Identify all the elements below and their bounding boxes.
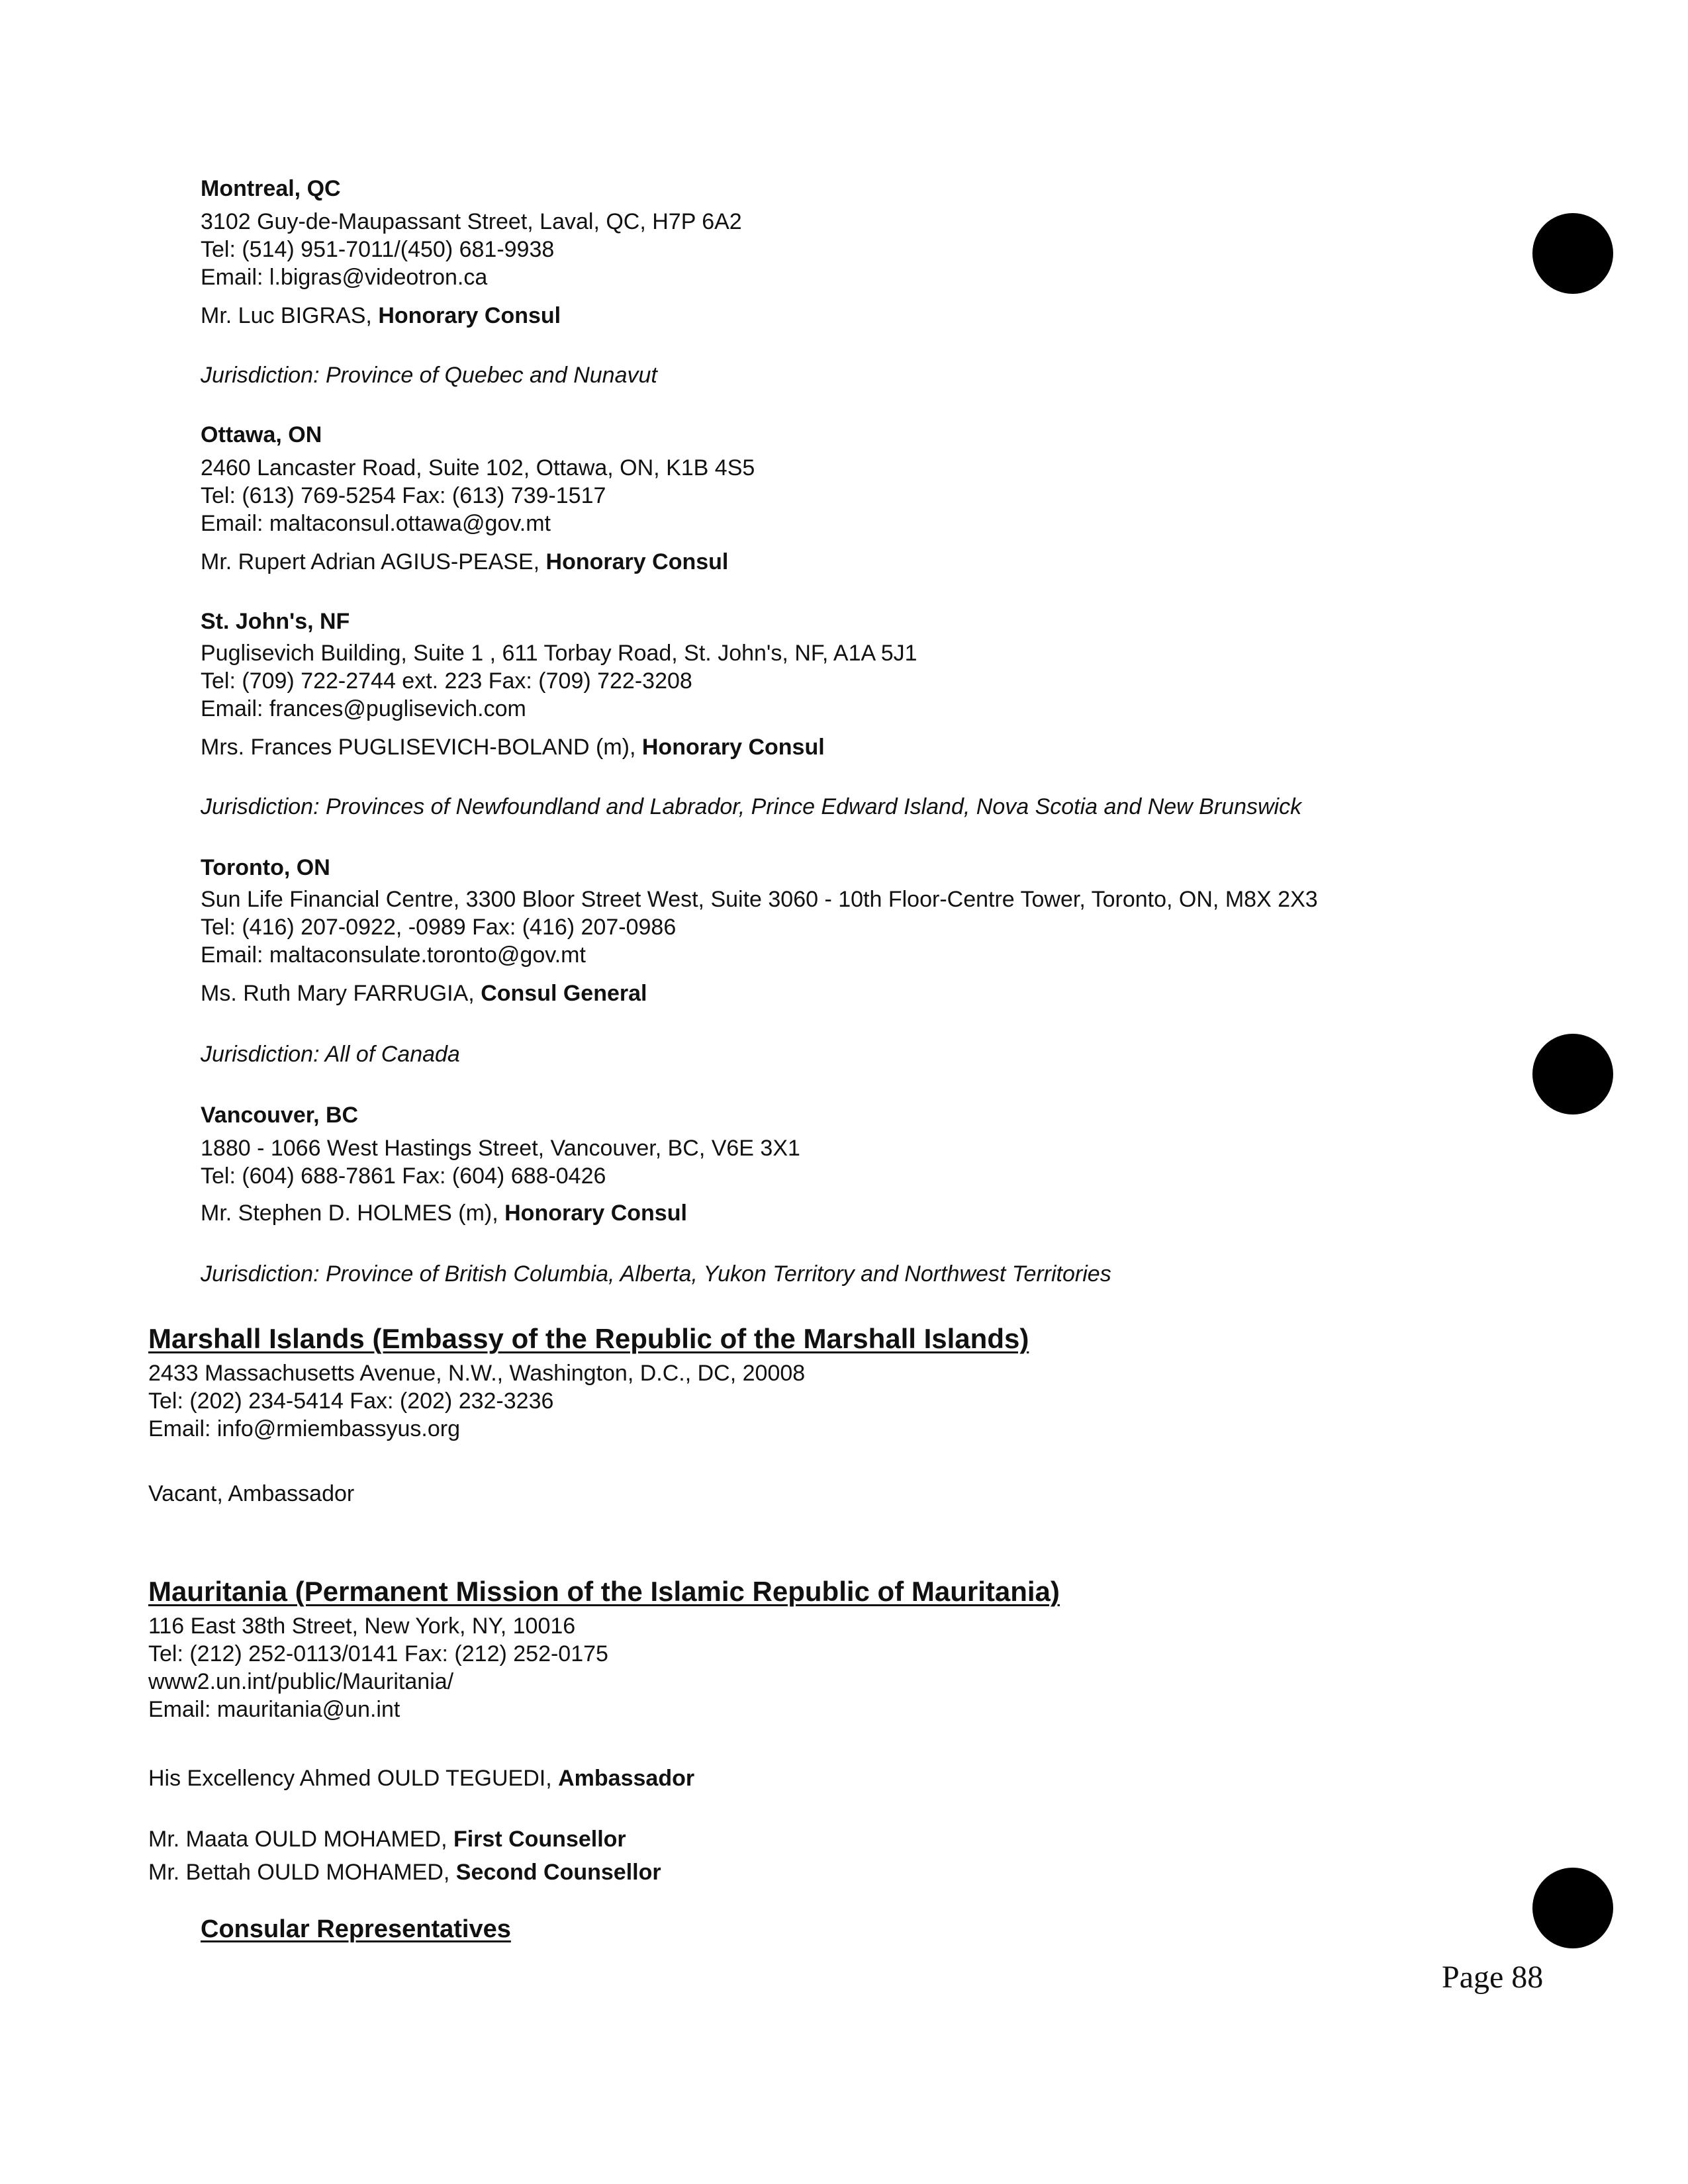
consulate-jurisdiction: Jurisdiction: Provinces of Newfoundland and Labrador, Prince Edward Island, Nova Scotia and New Brunswick (201, 794, 1302, 819)
mission-email: Email: mauritania@un.int (148, 1697, 400, 1722)
punch-hole (1532, 1034, 1613, 1115)
mission-address: 116 East 38th Street, New York, NY, 10016 (148, 1614, 576, 1639)
consulate-city: Vancouver, BC (201, 1103, 359, 1128)
consulate-person (201, 733, 825, 761)
consular-representatives-heading: Consular Representatives (201, 1915, 511, 1943)
consulate-email: Email: maltaconsul.ottawa@gov.mt (201, 511, 551, 536)
consulate-person (201, 548, 728, 576)
consulate-email: Email: maltaconsulate.toronto@gov.mt (201, 942, 586, 968)
consulate-tel: Tel: (709) 722-2744 ext. 223 Fax: (709) 722-3208 (201, 668, 692, 694)
country-heading-mauritania: Mauritania (Permanent Mission of the Islamic Republic of Mauritania) (148, 1576, 1060, 1607)
consulate-person (201, 1199, 687, 1227)
consulate-city: Toronto, ON (201, 855, 330, 880)
consulate-tel: Tel: (613) 769-5254 Fax: (613) 739-1517 (201, 483, 606, 508)
person-title: Second Counsellor (455, 1860, 661, 1885)
mission-staff-first-counsellor (148, 1825, 626, 1853)
consulate-email: Email: frances@puglisevich.com (201, 696, 526, 721)
consulate-address: 1880 - 1066 West Hastings Street, Vancouver, BC, V6E 3X1 (201, 1136, 800, 1161)
person-title: Ambassador (558, 1766, 695, 1791)
mission-staff-ambassador (148, 1764, 694, 1792)
consulate-address: 3102 Guy-de-Maupassant Street, Laval, QC, H7P 6A2 (201, 209, 742, 234)
mission-website: www2.un.int/public/Mauritania/ (148, 1669, 454, 1694)
consulate-tel: Tel: (416) 207-0922, -0989 Fax: (416) 207-0986 (201, 915, 677, 940)
punch-hole (1532, 1868, 1613, 1948)
consulate-city: Montreal, QC (201, 176, 341, 201)
person-title: Consul General (481, 981, 647, 1006)
consulate-email: Email: l.bigras@videotron.ca (201, 265, 488, 290)
embassy-tel: Tel: (202) 234-5414 Fax: (202) 232-3236 (148, 1388, 554, 1414)
person-title: Honorary Consul (641, 735, 825, 760)
person-title: Honorary Consul (545, 549, 729, 574)
mission-staff-second-counsellor (148, 1858, 661, 1886)
consulate-address: Sun Life Financial Centre, 3300 Bloor Street West, Suite 3060 - 10th Floor-Centre Tower, Toronto, ON, M8X 2X3 (201, 887, 1318, 912)
embassy-address: 2433 Massachusetts Avenue, N.W., Washington, D.C., DC, 20008 (148, 1361, 806, 1386)
person-name: Mr. Stephen D. HOLMES (m), (201, 1201, 505, 1226)
page-number: Page 88 (1442, 1960, 1544, 1995)
consulate-jurisdiction: Jurisdiction: Province of Quebec and Nunavut (201, 363, 657, 388)
consulate-person (201, 979, 647, 1007)
person-title: Honorary Consul (378, 303, 561, 328)
consulate-tel: Tel: (514) 951-7011/(450) 681-9938 (201, 237, 555, 262)
person-name: Mr. Rupert Adrian AGIUS-PEASE, (201, 549, 546, 574)
embassy-ambassador: Vacant, Ambassador (148, 1481, 355, 1506)
mission-tel: Tel: (212) 252-0113/0141 Fax: (212) 252-0175 (148, 1641, 608, 1666)
person-name: Mr. Luc BIGRAS, (201, 303, 379, 328)
consulate-city: Ottawa, ON (201, 422, 322, 447)
person-name: His Excellency Ahmed OULD TEGUEDI, (148, 1766, 559, 1791)
person-name: Mr. Maata OULD MOHAMED, (148, 1827, 453, 1852)
person-name: Ms. Ruth Mary FARRUGIA, (201, 981, 481, 1006)
person-title: Honorary Consul (504, 1201, 687, 1226)
country-heading-marshall-islands: Marshall Islands (Embassy of the Republic of the Marshall Islands) (148, 1323, 1029, 1354)
consulate-jurisdiction: Jurisdiction: All of Canada (201, 1042, 460, 1067)
person-name: Mr. Bettah OULD MOHAMED, (148, 1860, 456, 1885)
consulate-address: 2460 Lancaster Road, Suite 102, Ottawa, ON, K1B 4S5 (201, 455, 755, 480)
person-title: First Counsellor (453, 1827, 626, 1852)
consulate-person (201, 302, 561, 330)
consulate-tel: Tel: (604) 688-7861 Fax: (604) 688-0426 (201, 1163, 606, 1189)
embassy-email: Email: info@rmiembassyus.org (148, 1416, 460, 1441)
punch-hole (1532, 213, 1613, 294)
person-name: Mrs. Frances PUGLISEVICH-BOLAND (m), (201, 735, 642, 760)
consulate-address: Puglisevich Building, Suite 1 , 611 Torbay Road, St. John's, NF, A1A 5J1 (201, 641, 917, 666)
consulate-city: St. John's, NF (201, 609, 350, 634)
consulate-jurisdiction: Jurisdiction: Province of British Columbia, Alberta, Yukon Territory and Northwest Territories (201, 1261, 1111, 1287)
